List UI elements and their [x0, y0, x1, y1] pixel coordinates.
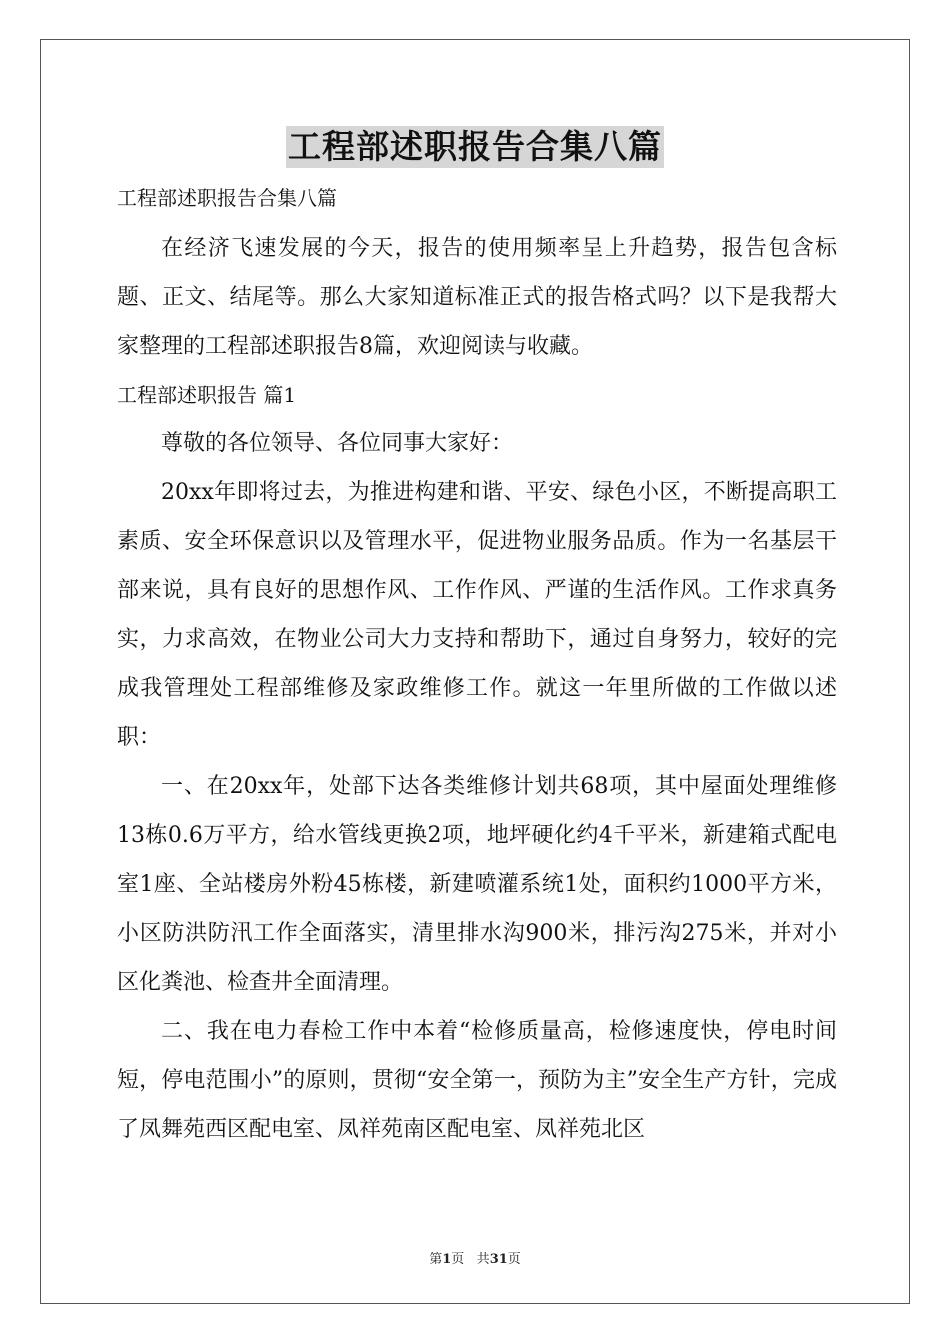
body-paragraph-3: 二、我在电力春检工作中本着“检修质量高，检修速度快，停电时间短，停电范围小”的原则，贯彻“安全第一，预防为主”安全生产方针，完成了凤舞苑西区配电室、凤祥苑南区配电室、凤祥苑北区: [117, 1019, 837, 1142]
page-number: 1: [442, 1252, 452, 1267]
body-paragraph-2: 一、在20xx年，处部下达各类维修计划共68项，其中屋面处理维修13栋0.6万平方，给水管线更换2项，地坪硬化约4千平米，新建箱式配电室1座、全站楼房外粉45栋楼，新建喷灌系统1处，面积约1000平方米，小区防洪防汛工作全面落实，清里排水沟900米，排污沟275米，并对小区化粪池、检查井全面清理。: [117, 774, 837, 995]
page-suffix: 页: [451, 1252, 465, 1267]
page-footer: [0, 1248, 950, 1267]
document-subtitle: 工程部述职报告合集八篇: [117, 186, 337, 210]
intro-paragraph: 在经济飞速发展的今天，报告的使用频率呈上升趋势，报告包含标题、正文、结尾等。那么大家知道标准正式的报告格式吗？以下是我帮大家整理的工程部述职报告8篇，欢迎阅读与收藏。: [117, 236, 837, 359]
document-title: 工程部述职报告合集八篇: [288, 127, 662, 166]
page-prefix: 第: [429, 1252, 443, 1267]
section-heading: 工程部述职报告 篇1: [117, 383, 297, 407]
greeting-paragraph: 尊敬的各位领导、各位同事大家好：: [161, 431, 514, 456]
total-prefix: 共: [476, 1252, 490, 1267]
total-suffix: 页: [507, 1252, 521, 1267]
document-body: [117, 174, 837, 1154]
document-title-wrap: [0, 126, 950, 168]
total-pages: 31: [489, 1252, 508, 1267]
body-paragraph-1: 20xx年即将过去，为推进构建和谐、平安、绿色小区，不断提高职工素质、安全环保意识以及管理水平，促进物业服务品质。作为一名基层干部来说，具有良好的思想作风、工作作风、严谨的生活作风。工作求真务实，力求高效，在物业公司大力支持和帮助下，通过自身努力，较好的完成我管理处工程部维修及家政维修工作。就这一年里所做的工作做以述职：: [117, 480, 837, 750]
